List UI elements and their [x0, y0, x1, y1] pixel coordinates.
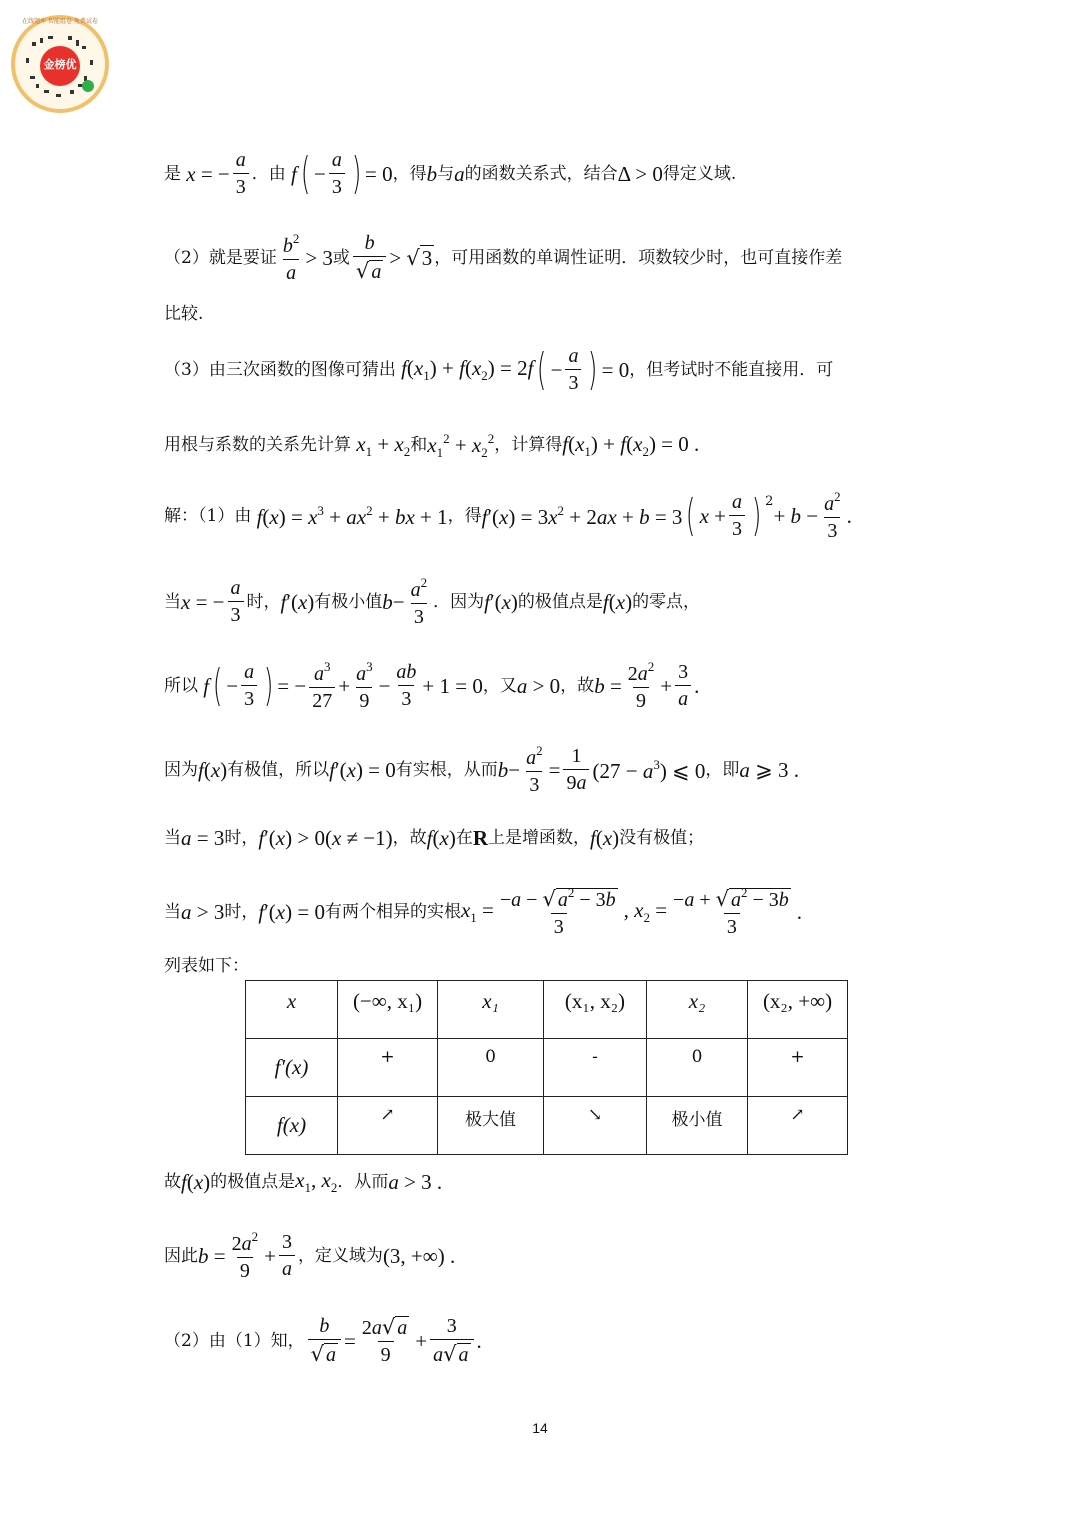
logo-ring-text: 在线题库 智能组卷 免费试卷 — [22, 18, 98, 25]
table-header-cell: (x₁, x₂) — [544, 981, 647, 1039]
line-7: 当 x = − $\frac{a}{3}$ 时， f′(x) 有极小值 b − $\frac{a^2}{3}$ ．因为 f′(x) 的极值点是 f(x) 的零点， — [164, 575, 701, 628]
line-9: 因为 f(x) 有极值，所以 f′(x) = 0 有实根，从而 b − $\frac{a^2}{3}$ = $\frac{1}{9a}$ $(27 - a^3)$ ⩽ 0 ，即 a ⩾ 3 . — [164, 743, 800, 796]
table-row-label: f′(x) — [246, 1039, 338, 1097]
sign-table — [245, 980, 848, 1155]
table-cell: 极小值 — [647, 1097, 748, 1155]
table-cell: + — [338, 1039, 438, 1097]
line-3: 比较. — [164, 304, 204, 324]
line-1: 是 x = − $\frac{a}{3}$ ．由 f ( − $\frac{a}{3}$ ) = 0 ，得 b 与 a 的函数关系式，结合 Δ > 0 得定义域. — [164, 148, 737, 200]
line-15: （2）由（1）知， $\frac{b}{√ a}$ = $\frac{2a√ a}{9}$ + $\frac{3}{a√ a}$ . — [164, 1315, 482, 1366]
table-cell: - — [544, 1039, 647, 1097]
line-2: （2）就是要证 $\frac{b^2}{a}$ > 3 或 $\frac{b}{√ a}$ > √3 ，可用函数的单调性证明．项数较少时，也可直接作差 — [164, 231, 843, 284]
line-10: 当 a = 3 时， f′(x) > 0(x ≠ −1) ，故 f(x) 在 R 上是增函数， f(x) 没有极值； — [164, 826, 705, 850]
table-row-label: f(x) — [246, 1097, 338, 1155]
table-cell: 极大值 — [438, 1097, 544, 1155]
table-cell: + — [748, 1039, 848, 1097]
table-row — [246, 981, 848, 1039]
table-header-cell: x — [246, 981, 338, 1039]
table-header-cell: (x₂, +∞) — [748, 981, 848, 1039]
logo-brand: 金榜优 — [43, 58, 77, 71]
page-number: 14 — [532, 1420, 548, 1436]
line-13: 故 f(x) 的极值点是 $x_1$, $x_2$ ．从而 a > 3 . — [164, 1168, 443, 1195]
table-cell: 0 — [438, 1039, 544, 1097]
table-cell: ↘ — [544, 1097, 647, 1155]
table-row — [246, 1097, 848, 1155]
line-14: 因此 b = $\frac{2a^2}{9}$ + $\frac{3}{a}$ ，定义域为 (3, +∞) . — [164, 1229, 456, 1282]
table-row — [246, 1039, 848, 1097]
line-11: 当 a > 3 时， f′(x) = 0 有两个相异的实根 $x_1$ = $\frac{-a - √ a^2 - 3b}{3}$ , $x_2$ = $\frac{-a + √ a^2 - 3b}{3}$ . — [164, 885, 803, 938]
qr-logo — [10, 14, 110, 114]
line-4: （3）由三次函数的图像可猜出 $f(x_1) + f(x_2) = 2f$ ( − $\frac{a}{3}$ ) = 0 ，但考试时不能直接用．可 — [164, 344, 834, 396]
table-header-cell: x₁ — [438, 981, 544, 1039]
table-header-cell: x₂ — [647, 981, 748, 1039]
line-8: 所以 f ( − $\frac{a}{3}$ ) = − $\frac{a^3}{27}$ + $\frac{a^3}{9}$ − $\frac{ab}{3}$ + 1 = 0 ，又 a > 0 ，故 b = $\frac{2a^2}{9}$ + $\frac{3}{a}$ . — [164, 659, 700, 712]
line-6: 解：（1）由 $f(x) = x^3 + ax^2$ + bx + 1 ，得 $f'(x) = 3x^2 + 2ax + b = 3$ ( x + $\frac{a}{3}$ ) 2 + b − $\frac{a^2}{3}$ . — [164, 489, 852, 542]
line-5: 用根与系数的关系先计算 $x_1 + x_2$ 和 $x_1^2 + x_2^2$ ，计算得 $f(x_1) + f(x_2) = 0$ . — [164, 431, 700, 460]
line-12: 列表如下： — [164, 956, 249, 976]
table-cell: 0 — [647, 1039, 748, 1097]
table-cell: ↗ — [748, 1097, 848, 1155]
table-cell: ↗ — [338, 1097, 438, 1155]
table-header-cell: (−∞, x₁) — [338, 981, 438, 1039]
